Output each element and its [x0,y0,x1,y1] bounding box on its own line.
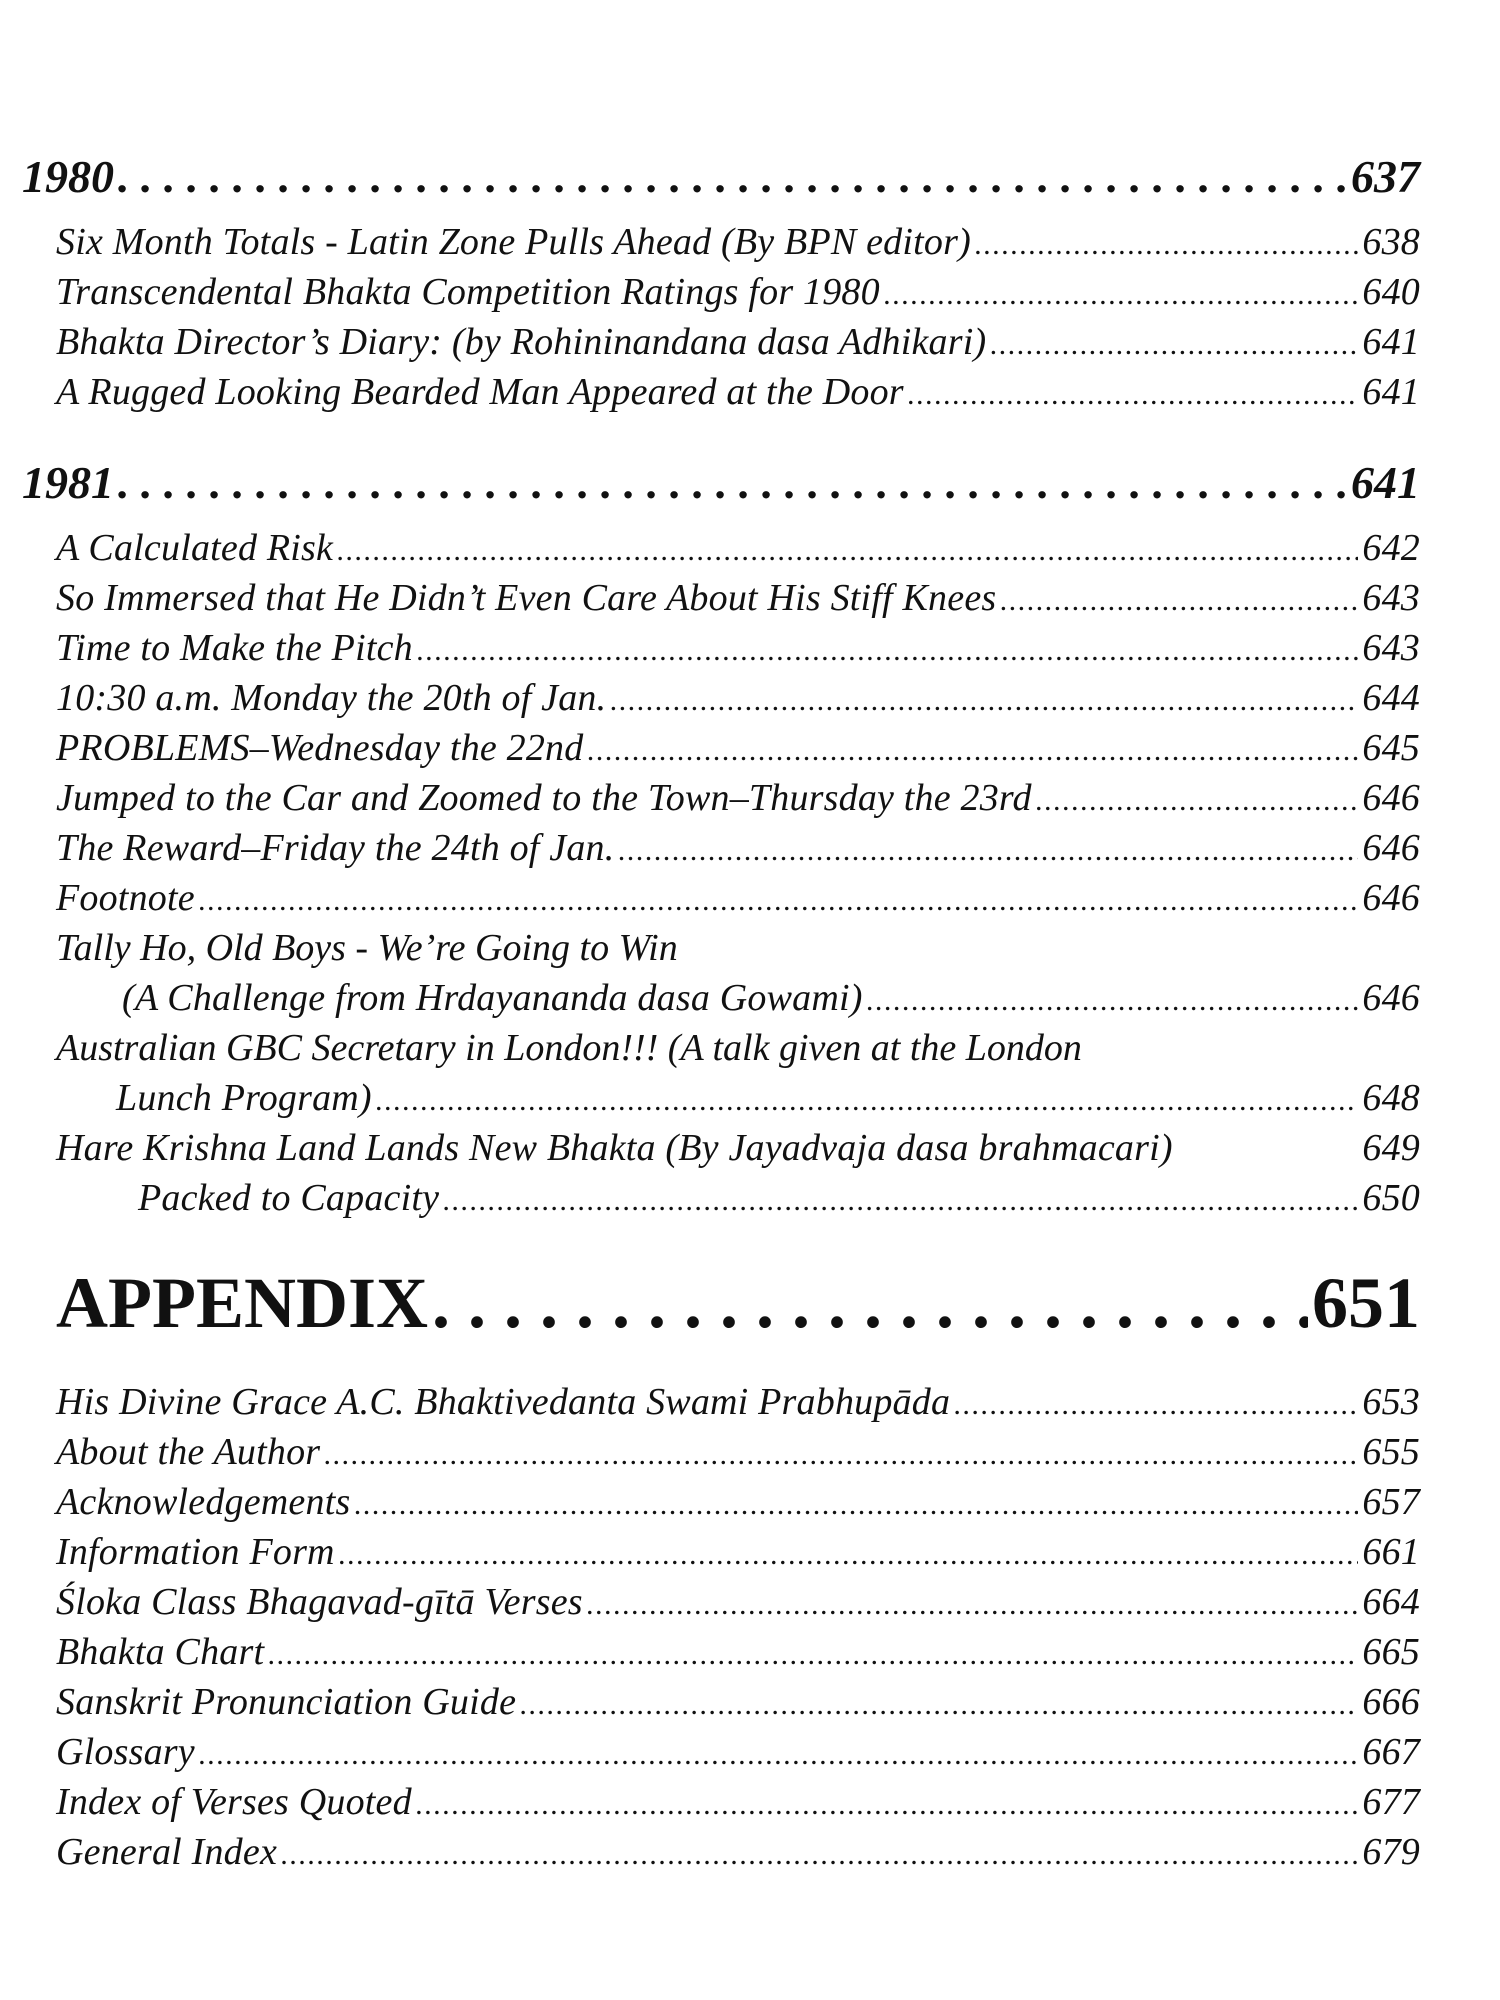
entry-page: 645 [1362,727,1420,769]
entry-page: 664 [1362,1581,1420,1623]
entry-title: The Reward–Friday the 24th of Jan. [56,827,615,869]
entry-page: 648 [1362,1077,1420,1119]
toc-entry [0,1830,1500,1874]
toc-entry [0,826,1500,870]
entry-title: So Immersed that He Didn’t Even Care About His Stiff Knees [56,577,997,619]
toc-entry [0,270,1500,314]
toc-entry [0,1176,1500,1220]
entry-title: Sanskrit Pronunciation Guide [56,1681,517,1723]
entry-title-line1: Tally Ho, Old Boys - We’re Going to Win [56,927,678,969]
toc-entry [0,1380,1500,1424]
entry-title: A Rugged Looking Bearded Man Appeared at the Door [56,371,904,413]
entry-page: 641 [1362,321,1420,363]
entry-title-line2: (A Challenge from Hrdayananda dasa Gowami) [122,977,863,1019]
entry-page: 638 [1362,221,1420,263]
toc-entry [0,220,1500,264]
dot-leader [118,150,1347,203]
entry-page: 666 [1362,1681,1420,1723]
toc-entry [0,320,1500,364]
toc-entry [0,876,1500,920]
toc-entry [0,1630,1500,1674]
toc-entry [0,676,1500,720]
entry-title: About the Author [56,1431,321,1473]
dot-leader [1036,776,1359,820]
entry-title-line2: Lunch Program) [116,1077,372,1119]
toc-entry [0,576,1500,620]
entry-title: Footnote [56,877,195,919]
entry-page: 644 [1362,677,1420,719]
toc-entry [0,1480,1500,1524]
toc-entry [0,1680,1500,1724]
entry-page: 653 [1362,1381,1420,1423]
entry-page: 649 [1362,1127,1420,1169]
entry-page: 643 [1362,627,1420,669]
entry-page: 642 [1362,527,1420,569]
toc-entry [0,776,1500,820]
dot-leader [268,1630,1358,1674]
dot-leader [339,1530,1359,1574]
toc-entry [0,1430,1500,1474]
dot-leader [587,726,1358,770]
entry-page: 650 [1362,1177,1420,1219]
entry-title: General Index [56,1831,278,1873]
dot-leader [324,1430,1358,1474]
entry-title: Packed to Capacity [138,1177,440,1219]
toc-entry [0,976,1500,1020]
entry-page: 661 [1362,1531,1420,1573]
dot-leader [1000,576,1358,620]
dot-leader [432,1262,1308,1345]
heading-page: 651 [1312,1263,1420,1343]
toc-entry [0,1530,1500,1574]
entry-title: His Divine Grace A.C. Bhaktivedanta Swami Prabhupāda [56,1381,951,1423]
heading-title: 1980 [22,151,114,202]
dot-leader [416,1780,1359,1824]
toc-heading-1980 [0,150,1500,203]
dot-leader [975,220,1358,264]
dot-leader [610,676,1358,720]
entry-title: Bhakta Director’s Diary: (by Rohininandana dasa Adhikari) [56,321,987,363]
dot-leader [884,270,1359,314]
toc-entry [0,626,1500,670]
dot-leader [281,1830,1358,1874]
toc-entry [0,1126,1500,1170]
dot-leader [618,826,1358,870]
toc-heading-appendix [0,1262,1500,1345]
entry-title-line1: Australian GBC Secretary in London!!! (A talk given at the London [56,1027,1082,1069]
toc-heading-1981 [0,456,1500,509]
entry-title: 10:30 a.m. Monday the 20th of Jan. [56,677,607,719]
heading-title: APPENDIX [56,1263,428,1343]
dot-leader [199,876,1359,920]
entry-title: Acknowledgements [56,1481,351,1523]
toc-entry [0,370,1500,414]
entry-page: 646 [1362,877,1420,919]
dot-leader [118,456,1347,509]
entry-page: 657 [1362,1481,1420,1523]
entry-title: Hare Krishna Land Lands New Bhakta (By Jayadvaja dasa brahmacari) [56,1127,1173,1169]
entry-title: Bhakta Chart [56,1631,265,1673]
entry-title: Śloka Class Bhagavad-gītā Verses [56,1581,583,1623]
entry-page: 646 [1362,977,1420,1019]
dot-leader [587,1580,1359,1624]
entry-title: Six Month Totals - Latin Zone Pulls Ahead (By BPN editor) [56,221,971,263]
entry-title: Information Form [56,1531,335,1573]
dot-leader [908,370,1359,414]
toc-entry [0,526,1500,570]
dot-leader [199,1730,1359,1774]
entry-page: 643 [1362,577,1420,619]
entry-page: 665 [1362,1631,1420,1673]
entry-page: 655 [1362,1431,1420,1473]
entry-title: A Calculated Risk [56,527,334,569]
dot-leader [443,1176,1358,1220]
heading-title: 1981 [22,457,114,508]
entry-title: Glossary [56,1731,195,1773]
dot-leader [376,1076,1359,1120]
dot-leader [990,320,1358,364]
dot-leader [417,626,1359,670]
dot-leader [954,1380,1358,1424]
entry-title: Index of Verses Quoted [56,1781,412,1823]
entry-page: 646 [1362,777,1420,819]
entry-page: 641 [1362,371,1420,413]
entry-title: Time to Make the Pitch [56,627,413,669]
entry-page: 677 [1362,1781,1420,1823]
dot-leader [354,1480,1358,1524]
toc-entry [0,726,1500,770]
heading-page: 641 [1351,457,1420,508]
entry-page: 679 [1362,1831,1420,1873]
entry-page: 640 [1362,271,1420,313]
entry-title: Transcendental Bhakta Competition Ratings for 1980 [56,271,880,313]
entry-page: 667 [1362,1731,1420,1773]
entry-page: 646 [1362,827,1420,869]
toc-entry [0,1580,1500,1624]
toc-entry [0,1076,1500,1120]
toc-entry [0,1730,1500,1774]
entry-title: Jumped to the Car and Zoomed to the Town–Thursday the 23rd [56,777,1032,819]
dot-leader [520,1680,1358,1724]
heading-page: 637 [1351,151,1420,202]
toc-entry [0,1780,1500,1824]
dot-leader [337,526,1358,570]
dot-leader [867,976,1359,1020]
entry-title: PROBLEMS–Wednesday the 22nd [56,727,584,769]
